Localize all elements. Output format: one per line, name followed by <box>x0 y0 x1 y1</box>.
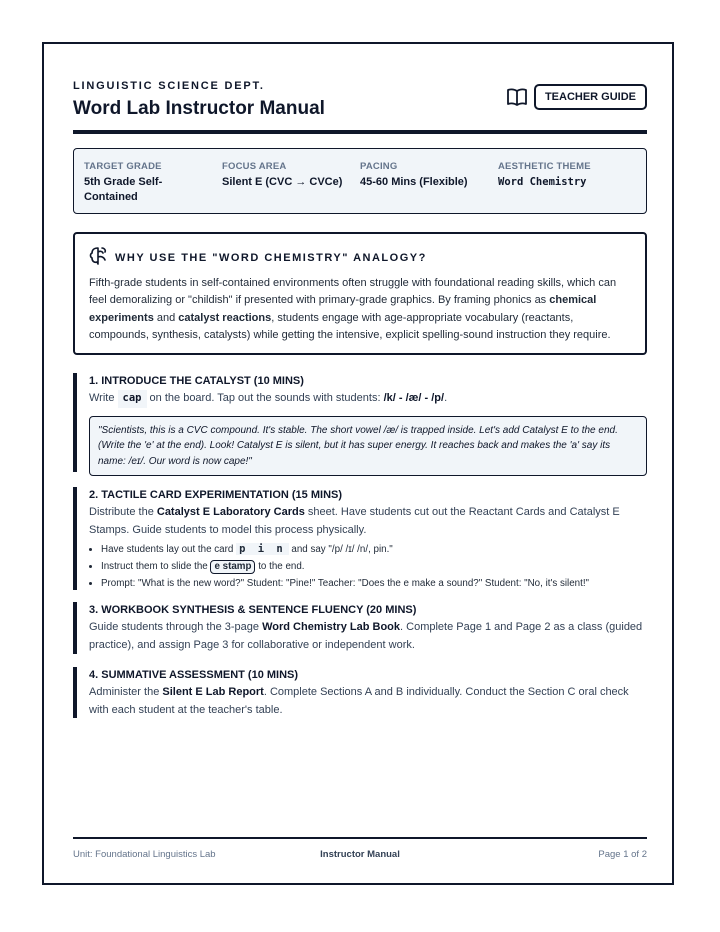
section-heading: 4. SUMMATIVE ASSESSMENT (10 MINS) <box>89 669 299 681</box>
text-run: Fifth-grade students in self-contained environments often struggle with foundational reading skills, which can feel demoralizing or "childish" if presented with primary-grade graphics. By framing phonics as <box>89 277 617 307</box>
text-run: Have students lay out the card <box>101 544 237 555</box>
text-run: Administer the <box>89 686 163 698</box>
metadata-panel <box>73 148 647 214</box>
section-introduce-catalyst <box>73 373 647 472</box>
meta-aesthetic-theme <box>498 161 636 213</box>
rationale-text <box>89 275 631 344</box>
text-bold: chemical experiments <box>89 294 597 324</box>
teacher-script-quote: "Scientists, this is a CVC compound. It's stable. The short vowel /æ/ is trapped inside. Let's add Catalyst E to the end. (Write the 'e' at the end). Look! Catalyst E is silent, but it has super energy. It reaches back and makes the 'a' say its name: /eɪ/. Our word is now cape!" <box>89 416 647 477</box>
meta-target-grade <box>84 161 222 213</box>
text-run: . Complete Sections A and B individually. Conduct the Section C oral check with each student at the teacher's table. <box>89 686 629 716</box>
footer-unit: Unit: Foundational Linguistics Lab <box>73 849 216 860</box>
section-text <box>89 619 647 654</box>
meta-label: FOCUS AREA <box>222 161 287 172</box>
list-item <box>101 541 647 558</box>
list-item <box>101 558 647 575</box>
section-tactile-cards <box>73 487 647 590</box>
page-number: Page 1 of 2 <box>598 849 647 860</box>
section-text <box>89 684 647 719</box>
text-run: . Complete Page 1 and Page 2 as a class (guided practice), and assign Page 3 for collaborative or independent work. <box>89 621 643 651</box>
meta-value: 45-60 Mins (Flexible) <box>360 176 468 188</box>
steps-list <box>89 541 647 592</box>
section-heading: 2. TACTILE CARD EXPERIMENTATION (15 MINS) <box>89 489 343 501</box>
department-label: LINGUISTIC SCIENCE DEPT. <box>73 80 265 92</box>
footer-doc-name: Instructor Manual <box>320 849 400 860</box>
rationale-heading <box>89 246 631 269</box>
meta-label: TARGET GRADE <box>84 161 162 172</box>
phoneme-sequence: /k/ - /æ/ - /p/ <box>383 392 445 404</box>
code-word: cap <box>118 390 147 408</box>
footer-divider <box>73 837 647 839</box>
guide-area <box>506 84 647 110</box>
text-bold: Word Chemistry Lab Book <box>262 621 401 633</box>
text-run: . <box>444 392 448 404</box>
meta-value: Word Chemistry <box>498 176 587 188</box>
meta-pacing <box>360 161 498 213</box>
page <box>42 42 674 885</box>
page-title: Word Lab Instructor Manual <box>73 98 325 119</box>
text-run: sheet. Have students cut out the Reactant Cards and Catalyst E Stamps. Guide students to model this process physically. <box>89 506 620 536</box>
code-word: p i n <box>236 543 289 555</box>
section-text <box>89 504 647 539</box>
meta-value: Silent E (CVC → CVCe) <box>222 176 343 188</box>
text-run: and <box>153 311 179 324</box>
text-run: Prompt: "What is the new word?" Student: "Pine!" Teacher: "Does the e make a sound?" Student: "No, it's silent!" <box>101 578 590 589</box>
meta-label: AESTHETIC THEME <box>498 161 591 172</box>
page-content <box>73 44 647 883</box>
text-run: on the board. Tap out the sounds with students: <box>146 392 384 404</box>
meta-focus-area <box>222 161 360 213</box>
section-text <box>89 390 647 408</box>
meta-value: 5th Grade Self-Contained <box>84 176 163 203</box>
text-run: Distribute the <box>89 506 157 518</box>
text-run: and say "/p/ /ɪ/ /n/, pin." <box>288 544 393 555</box>
header-divider <box>73 130 647 134</box>
section-summative-assessment <box>73 667 647 718</box>
text-run: to the end. <box>255 561 305 572</box>
rationale-box <box>73 232 647 355</box>
section-heading: 3. WORKBOOK SYNTHESIS & SENTENCE FLUENCY (20 MINS) <box>89 604 417 616</box>
text-bold: Catalyst E Laboratory Cards <box>156 506 305 518</box>
text-run: Write <box>89 392 118 404</box>
e-stamp-badge: e stamp <box>210 560 255 574</box>
section-workbook-synthesis <box>73 602 647 654</box>
text-run: Instruct them to slide the <box>101 561 211 572</box>
open-book-icon <box>506 86 528 108</box>
text-bold: Silent E Lab Report <box>162 686 264 698</box>
teacher-guide-button[interactable]: TEACHER GUIDE <box>534 84 647 110</box>
meta-label: PACING <box>360 161 398 172</box>
text-bold: catalyst reactions <box>178 311 272 324</box>
rationale-heading-text: WHY USE THE "WORD CHEMISTRY" ANALOGY? <box>115 251 427 264</box>
section-heading: 1. INTRODUCE THE CATALYST (10 MINS) <box>89 375 304 387</box>
list-item <box>101 575 647 592</box>
brain-icon <box>89 246 109 269</box>
text-run: Guide students through the 3-page <box>89 621 263 633</box>
text-run: , students engage with age-appropriate vocabulary (reactants, compounds, synthesis, catalysts) while getting the intensive, explicit spelling-sound instruction they require. <box>89 311 611 341</box>
